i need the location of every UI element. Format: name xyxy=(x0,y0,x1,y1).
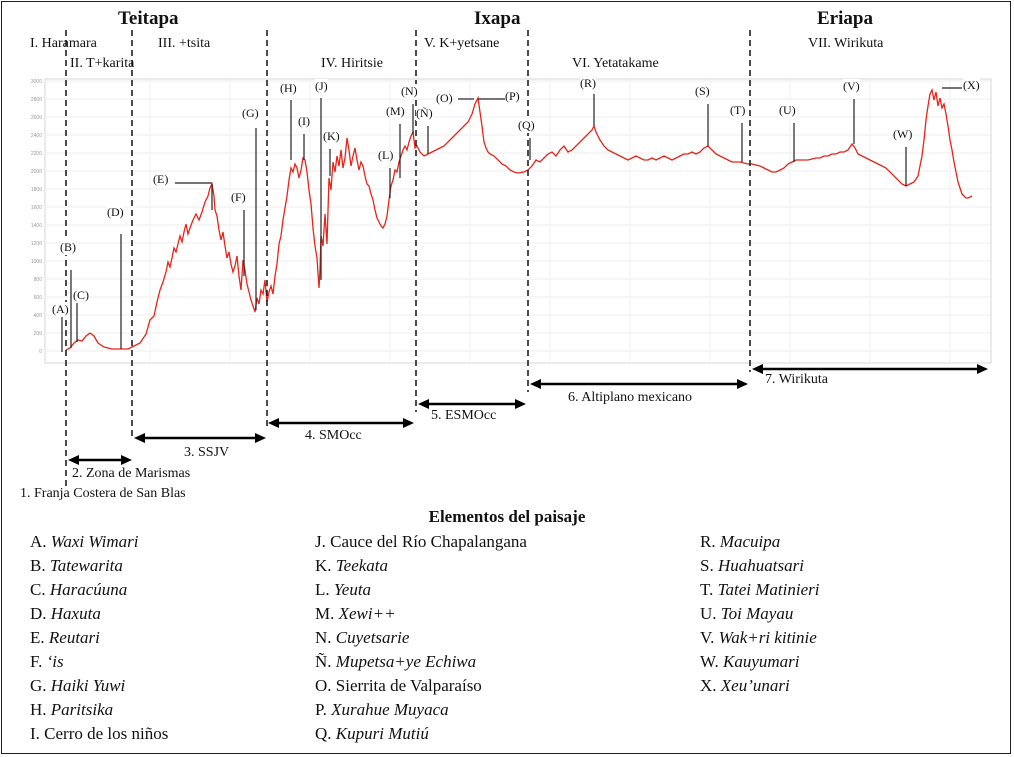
span-label-ssjv: 3. SSJV xyxy=(184,445,230,460)
legend-name: Waxi Wimari xyxy=(50,532,139,551)
legend-name: Haxuta xyxy=(50,604,101,623)
legend-item xyxy=(30,578,168,602)
legend-name: Teekata xyxy=(335,556,389,575)
legend-item xyxy=(315,650,527,674)
legend-letter: H. xyxy=(30,700,47,719)
legend-name: Wak+ri kitinie xyxy=(718,628,817,647)
y-tick-label: 1600 xyxy=(30,205,42,211)
legend-letter: K. xyxy=(315,556,332,575)
region-eriapa: Eriapa xyxy=(817,8,873,29)
legend-item xyxy=(700,578,819,602)
legend-name: Macuipa xyxy=(719,532,781,551)
y-tick-label: 1800 xyxy=(30,187,42,193)
y-tick-label: 400 xyxy=(33,313,42,319)
legend-letter: P. xyxy=(315,700,327,719)
span-label-smocc: 4. SMOcc xyxy=(305,428,362,443)
legend-item xyxy=(700,674,819,698)
y-tick-label: 2000 xyxy=(30,169,42,175)
legend-letter: S. xyxy=(700,556,714,575)
legend-letter: J. xyxy=(315,532,326,551)
span-label-altiplano: 6. Altiplano mexicano xyxy=(568,390,693,405)
legend-letter: F. xyxy=(30,652,43,671)
legend-letter: C. xyxy=(30,580,46,599)
legend-letter: L. xyxy=(315,580,330,599)
legend-name: Cuyetsarie xyxy=(335,628,410,647)
marker-label: (B) xyxy=(60,240,76,254)
span-arrow-head xyxy=(515,399,526,409)
marker-label: (N) xyxy=(401,84,418,98)
legend-item xyxy=(315,626,527,650)
legend-item xyxy=(30,698,168,722)
marker-label: (S) xyxy=(695,84,710,98)
legend-item xyxy=(315,722,527,746)
legend-letter: B. xyxy=(30,556,46,575)
span-arrow-head xyxy=(121,455,132,465)
legend-item xyxy=(30,530,168,554)
legend-letter: D. xyxy=(30,604,47,623)
span-label-wirikuta: 7. Wirikuta xyxy=(765,372,828,387)
zone-label-2: II. T+karita xyxy=(70,56,135,71)
legend-item xyxy=(700,626,819,650)
y-tick-label: 0 xyxy=(39,349,42,355)
legend-column-1 xyxy=(30,530,168,746)
marker-label: (T) xyxy=(730,103,746,117)
marker-label: (O) xyxy=(436,91,453,105)
marker-label: (E) xyxy=(153,172,169,186)
legend-item xyxy=(700,530,819,554)
legend-item xyxy=(30,722,168,746)
zone-label-4: IV. Hiritsie xyxy=(321,56,383,71)
span-arrow-head xyxy=(530,379,541,389)
span-arrow-head xyxy=(752,364,763,374)
legend-letter: X. xyxy=(700,676,717,695)
legend-item xyxy=(30,650,168,674)
legend-item xyxy=(315,698,527,722)
marker-label: (U) xyxy=(779,103,796,117)
marker-label: (I) xyxy=(298,114,310,128)
zone-label-5: V. K+yetsane xyxy=(424,36,500,51)
legend-letter: V. xyxy=(700,628,715,647)
legend-item xyxy=(315,674,527,698)
marker-label: (K) xyxy=(323,129,340,143)
span-arrow-head xyxy=(977,364,988,374)
legend-item xyxy=(315,602,527,626)
legend-letter: Q. xyxy=(315,724,332,743)
legend-letter: G. xyxy=(30,676,47,695)
span-arrow-head xyxy=(255,433,266,443)
legend-item xyxy=(30,626,168,650)
legend-letter: Ñ. xyxy=(315,652,332,671)
legend-letter: E. xyxy=(30,628,45,647)
marker-label: (F) xyxy=(231,190,246,204)
legend-name: Yeuta xyxy=(333,580,372,599)
region-ixapa: Ixapa xyxy=(474,8,521,29)
marker-label: (Q) xyxy=(518,118,535,132)
marker-label: (P) xyxy=(505,89,520,103)
span-label-esmocc: 5. ESMOcc xyxy=(431,408,497,423)
marker-label: (G) xyxy=(242,106,259,120)
marker-label: (R) xyxy=(580,76,596,90)
legend-name: Mupetsa+ye Echiwa xyxy=(335,652,477,671)
legend-letter: O. xyxy=(315,676,332,695)
span-arrow-head xyxy=(403,418,414,428)
zone-label-1: I. Haramara xyxy=(30,36,97,51)
marker-label: (C) xyxy=(73,288,89,302)
marker-label: (V) xyxy=(843,79,860,93)
legend-name: Sierrita de Valparaíso xyxy=(335,676,482,695)
caption-franja-costera: 1. Franja Costera de San Blas xyxy=(20,486,186,501)
y-tick-label: 2600 xyxy=(30,115,42,121)
legend-item xyxy=(30,554,168,578)
span-arrow-head xyxy=(68,455,79,465)
y-tick-label: 3000 xyxy=(30,79,42,85)
span-arrow-head xyxy=(268,418,279,428)
legend-name: Xeu’unari xyxy=(720,676,790,695)
legend-title: Elementos del paisaje xyxy=(428,507,586,526)
span-arrow-head xyxy=(418,399,429,409)
legend-item xyxy=(30,602,168,626)
marker-label: (J) xyxy=(315,79,328,93)
legend-item xyxy=(700,650,819,674)
span-arrow-head xyxy=(737,379,748,389)
legend-name: Reutari xyxy=(48,628,100,647)
legend-column-3 xyxy=(700,530,819,698)
marker-label: (A) xyxy=(52,302,69,316)
region-teitapa: Teitapa xyxy=(118,8,179,29)
span-label-marismas: 2. Zona de Marismas xyxy=(72,466,191,481)
legend-item xyxy=(30,674,168,698)
legend-name: Kauyumari xyxy=(723,652,800,671)
span-arrow-head xyxy=(134,433,145,443)
legend-letter: I. xyxy=(30,724,40,743)
marker-label: (W) xyxy=(893,127,913,141)
legend-name: Kupuri Mutiú xyxy=(335,724,429,743)
legend-name: Huahuatsari xyxy=(717,556,804,575)
legend-item xyxy=(315,554,527,578)
legend-name: Tatei Matinieri xyxy=(717,580,820,599)
y-tick-label: 600 xyxy=(33,295,42,301)
marker-label: (H) xyxy=(280,81,297,95)
y-tick-label: 2800 xyxy=(30,97,42,103)
legend-letter: M. xyxy=(315,604,335,623)
zone-label-3: III. +tsita xyxy=(158,36,211,51)
marker-label: (D) xyxy=(107,205,124,219)
legend-name: ‘is xyxy=(46,652,64,671)
marker-label: (L) xyxy=(378,148,394,162)
legend-name: Haracúuna xyxy=(49,580,128,599)
y-tick-label: 1000 xyxy=(30,259,42,265)
legend-name: Cerro de los niños xyxy=(44,724,169,743)
marker-label: (Ñ) xyxy=(416,106,433,120)
legend-name: Toi Mayau xyxy=(720,604,794,623)
y-tick-label: 200 xyxy=(33,331,42,337)
legend-item xyxy=(315,578,527,602)
legend-letter: R. xyxy=(700,532,716,551)
legend-letter: U. xyxy=(700,604,717,623)
y-tick-label: 800 xyxy=(33,277,42,283)
legend-name: Cauce del Río Chapalangana xyxy=(330,532,527,551)
legend-letter: N. xyxy=(315,628,332,647)
y-tick-labels xyxy=(31,79,42,355)
legend-name: Tatewarita xyxy=(49,556,123,575)
marker-label: (M) xyxy=(386,104,405,118)
y-tick-label: 2400 xyxy=(30,133,42,139)
y-tick-label: 1200 xyxy=(30,241,42,247)
marker-label: (X) xyxy=(963,78,980,92)
legend-column-2 xyxy=(315,530,527,746)
legend-item xyxy=(315,530,527,554)
y-tick-label: 2200 xyxy=(30,151,42,157)
y-tick-label: 1400 xyxy=(30,223,42,229)
legend-item xyxy=(700,554,819,578)
legend-name: Haiki Yuwi xyxy=(50,676,126,695)
zone-label-6: VI. Yetatakame xyxy=(572,56,659,71)
legend-item xyxy=(700,602,819,626)
legend-name: Paritsika xyxy=(50,700,114,719)
legend-letter: W. xyxy=(700,652,719,671)
zone-label-7: VII. Wirikuta xyxy=(808,36,884,51)
legend-letter: T. xyxy=(700,580,714,599)
legend-letter: A. xyxy=(30,532,47,551)
legend-name: Xewi++ xyxy=(338,604,396,623)
legend-name: Xurahue Muyaca xyxy=(331,700,449,719)
